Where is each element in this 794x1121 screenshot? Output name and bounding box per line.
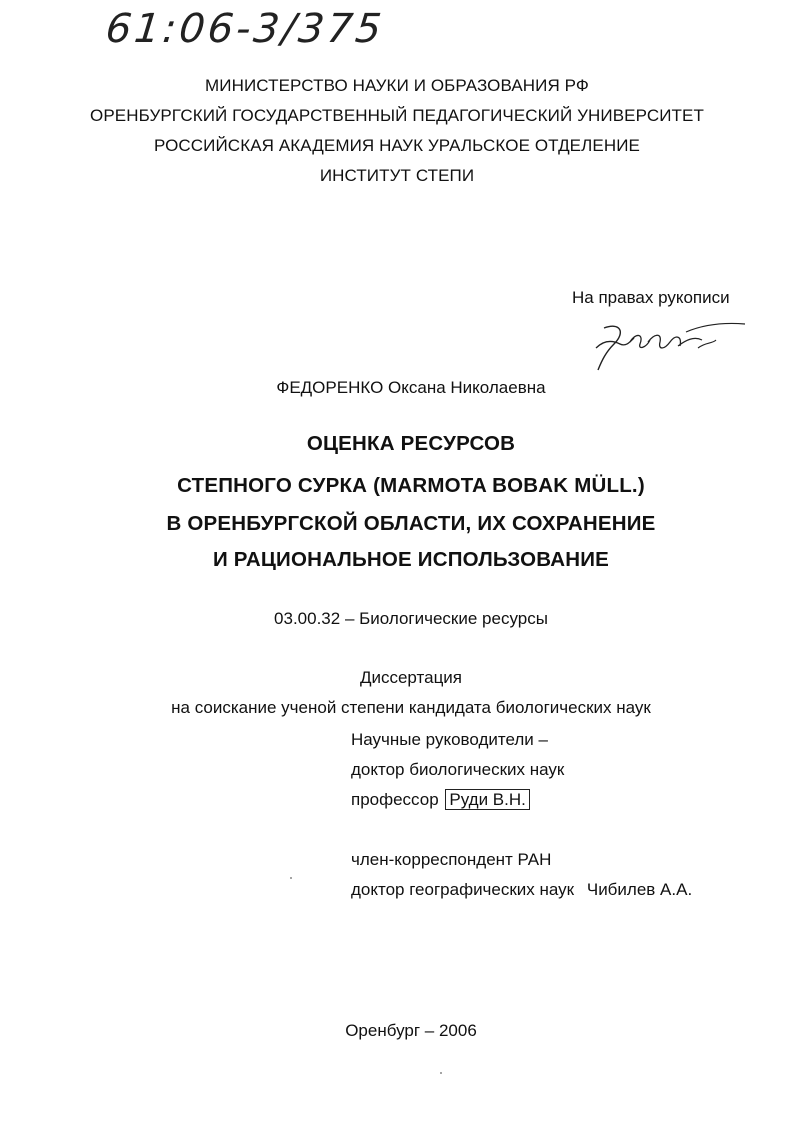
supervisor-2-degree: доктор географических наук xyxy=(351,880,575,899)
scan-speck xyxy=(290,877,292,879)
author-signature xyxy=(590,318,750,378)
institute-line: ИНСТИТУТ СТЕПИ xyxy=(319,166,475,185)
work-type: Диссертация xyxy=(359,668,463,687)
scan-speck xyxy=(440,1072,442,1074)
title-line-2: СТЕПНОГО СУРКА (MARMOTA BOBAK MÜLL.) xyxy=(177,474,645,497)
ministry-line: МИНИСТЕРСТВО НАУКИ И ОБРАЗОВАНИЯ РФ xyxy=(205,76,589,95)
academy-line: РОССИЙСКАЯ АКАДЕМИЯ НАУК УРАЛЬСКОЕ ОТДЕЛЕНИЕ xyxy=(154,136,640,155)
degree-statement: на соискание ученой степени кандидата биологических наук xyxy=(171,698,651,717)
supervisor-2-name: Чибилев А.А. xyxy=(586,880,693,899)
supervisor-1-line xyxy=(351,790,530,810)
supervisor-1-name: Руди В.Н. xyxy=(445,789,529,810)
supervisor-1-degree: доктор биологических наук xyxy=(351,760,565,779)
supervisor-1-title: профессор xyxy=(351,790,439,809)
title-line-3: В ОРЕНБУРГСКОЙ ОБЛАСТИ, ИХ СОХРАНЕНИЕ xyxy=(166,512,656,535)
supervisor-2-line xyxy=(351,880,692,900)
title-line-1: ОЦЕНКА РЕСУРСОВ xyxy=(306,432,516,455)
author-name: ФЕДОРЕНКО Оксана Николаевна xyxy=(276,378,546,397)
place-year: Оренбург – 2006 xyxy=(345,1021,477,1040)
supervisor-2-rank: член-корреспондент РАН xyxy=(351,850,552,869)
supervisors-heading: Научные руководители – xyxy=(351,730,548,749)
title-line-4: И РАЦИОНАЛЬНОЕ ИСПОЛЬЗОВАНИЕ xyxy=(212,548,610,571)
university-line: ОРЕНБУРГСКИЙ ГОСУДАРСТВЕННЫЙ ПЕДАГОГИЧЕСКИЙ УНИВЕРСИТЕТ xyxy=(90,106,704,125)
handwritten-archive-number: 61:06-3/375 xyxy=(103,6,387,52)
specialty-code: 03.00.32 – Биологические ресурсы xyxy=(274,609,548,628)
manuscript-rights-label: На правах рукописи xyxy=(572,288,730,307)
